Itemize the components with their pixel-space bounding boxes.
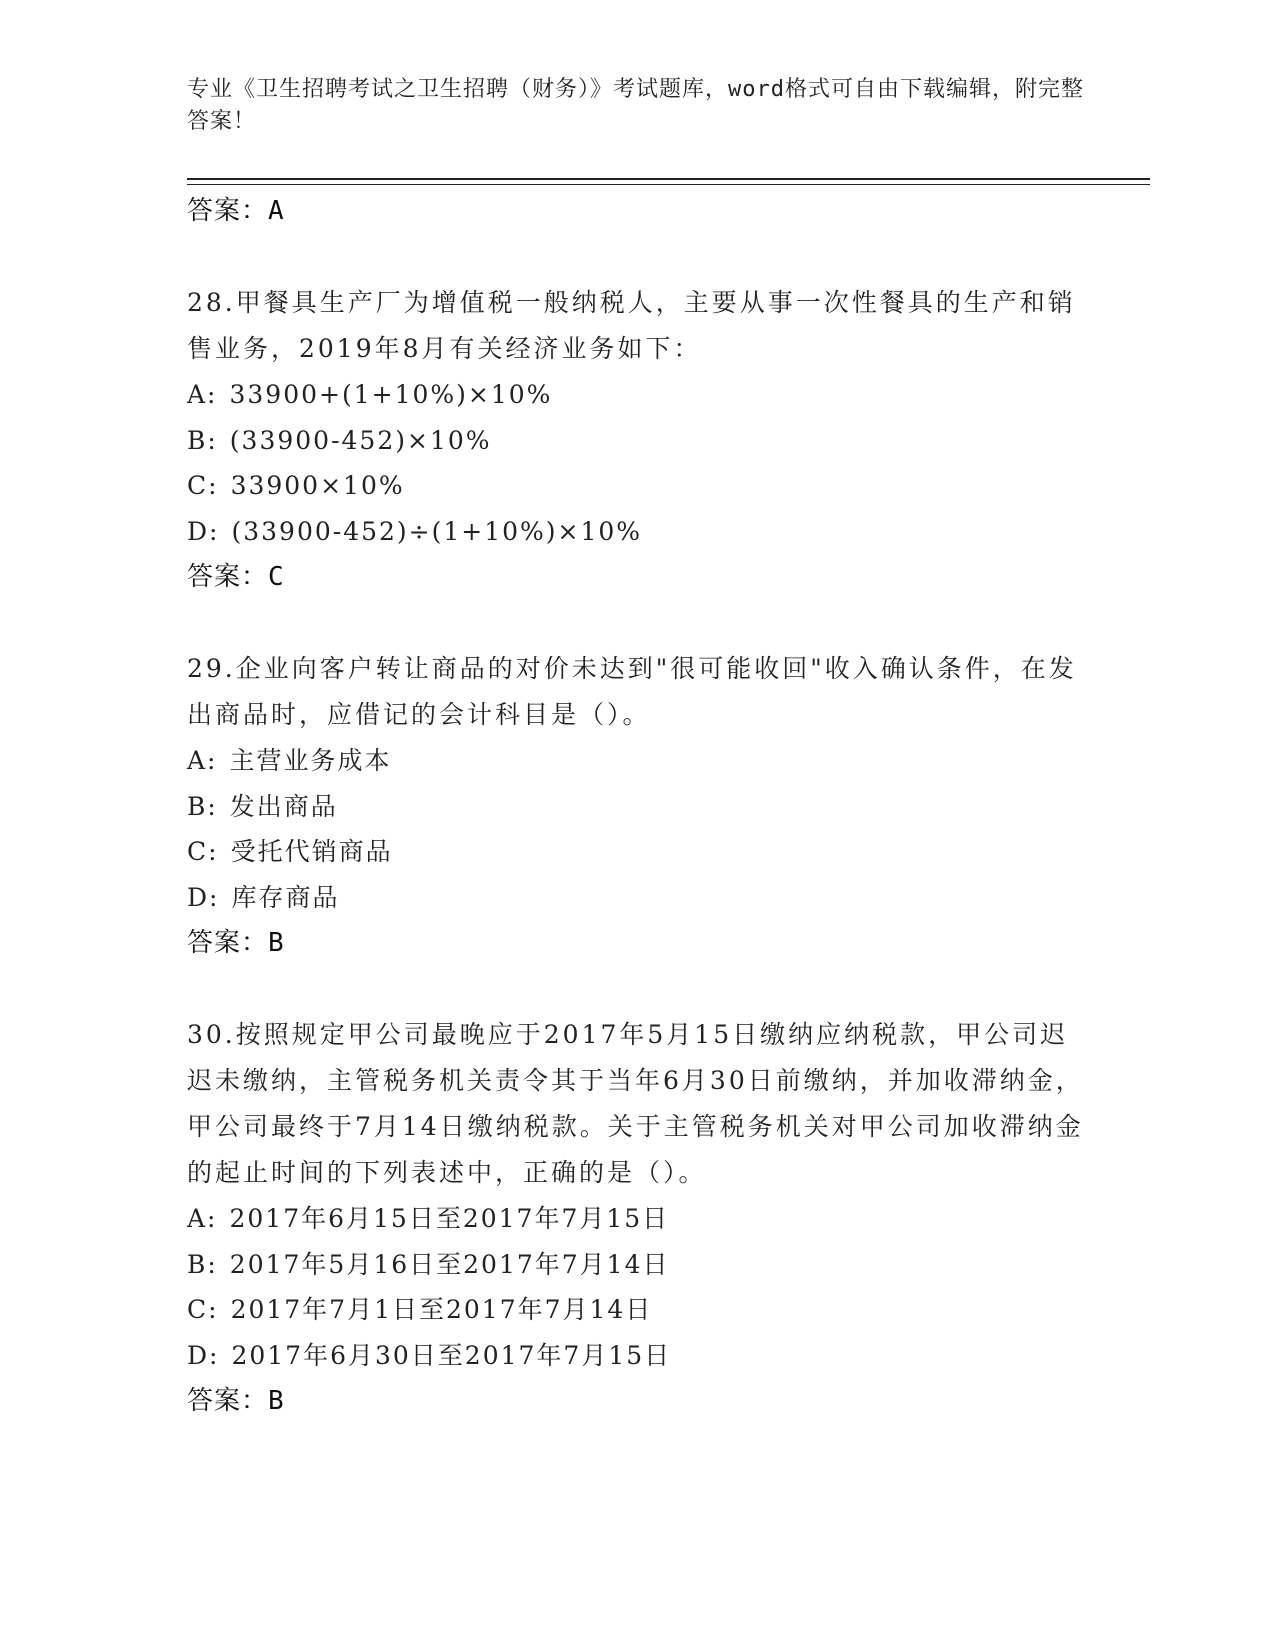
option-text: 33900×10% <box>230 471 405 500</box>
option-letter: D: <box>187 516 220 546</box>
question-list <box>187 188 1087 1424</box>
spacer <box>187 234 1087 280</box>
option-c <box>187 463 1087 509</box>
previous-answer: 答案：A <box>187 196 285 226</box>
header-divider <box>187 178 1150 180</box>
option-letter: A: <box>187 1204 218 1233</box>
spacer <box>187 966 1087 1012</box>
option-b <box>187 1242 1087 1288</box>
option-letter: C: <box>187 837 219 866</box>
option-text: 2017年6月15日至2017年7月15日 <box>229 1204 670 1233</box>
option-b <box>187 418 1087 464</box>
option-d <box>187 509 1087 555</box>
option-letter: C: <box>187 471 219 500</box>
option-b <box>187 784 1087 830</box>
option-letter: B: <box>187 425 218 455</box>
option-text: (33900-452)×10% <box>229 425 492 455</box>
option-a <box>187 1196 1087 1242</box>
option-letter: A: <box>187 746 218 775</box>
option-text: 库存商品 <box>231 882 340 912</box>
option-text: (33900-452)÷(1+10%)×10% <box>231 516 643 546</box>
question-stem: 28.甲餐具生产厂为增值税一般纳税人，主要从事一次性餐具的生产和销售业务，2019年8月有关经济业务如下： <box>187 288 1076 363</box>
option-letter: D: <box>187 1340 220 1370</box>
question-28 <box>187 280 1087 600</box>
option-a <box>187 372 1087 418</box>
option-letter: D: <box>187 882 220 912</box>
option-c <box>187 1287 1087 1333</box>
answer-line: 答案：C <box>187 562 285 592</box>
option-c <box>187 829 1087 875</box>
option-letter: C: <box>187 1295 219 1324</box>
option-text: 受托代销商品 <box>230 837 393 866</box>
option-letter: B: <box>187 791 218 821</box>
option-text: 2017年6月30日至2017年7月15日 <box>231 1340 672 1370</box>
option-letter: B: <box>187 1249 218 1279</box>
spacer <box>187 600 1087 646</box>
option-text: 2017年7月1日至2017年7月14日 <box>230 1295 653 1324</box>
header-divider-thin <box>187 184 1150 185</box>
option-text: 2017年5月16日至2017年7月14日 <box>229 1249 670 1279</box>
question-30 <box>187 1012 1087 1424</box>
question-stem: 29.企业向客户转让商品的对价未达到"很可能收回"收入确认条件，在发出商品时，应借记的会计科目是（）。 <box>187 654 1077 729</box>
option-a <box>187 738 1087 784</box>
option-text: 发出商品 <box>229 791 338 821</box>
option-letter: A: <box>187 380 218 409</box>
option-d <box>187 875 1087 921</box>
option-text: 33900+(1+10%)×10% <box>229 380 553 409</box>
page-header: 专业《卫生招聘考试之卫生招聘（财务）》考试题库，word格式可自由下载编辑，附完整答案！ <box>187 77 1084 134</box>
answer-line: 答案：B <box>187 1386 285 1416</box>
option-text: 主营业务成本 <box>229 746 392 775</box>
option-d <box>187 1333 1087 1379</box>
answer-line: 答案：B <box>187 928 285 958</box>
question-stem: 30.按照规定甲公司最晚应于2017年5月15日缴纳应纳税款，甲公司迟迟未缴纳，主管税务机关责令其于当年6月30日前缴纳，并加收滞纳金，甲公司最终于7月14日缴纳税款。关于主管税务机关对甲公司加收滞纳金的起止时间的下列表述中，正确的是（）。 <box>187 1020 1084 1187</box>
question-29 <box>187 646 1087 966</box>
